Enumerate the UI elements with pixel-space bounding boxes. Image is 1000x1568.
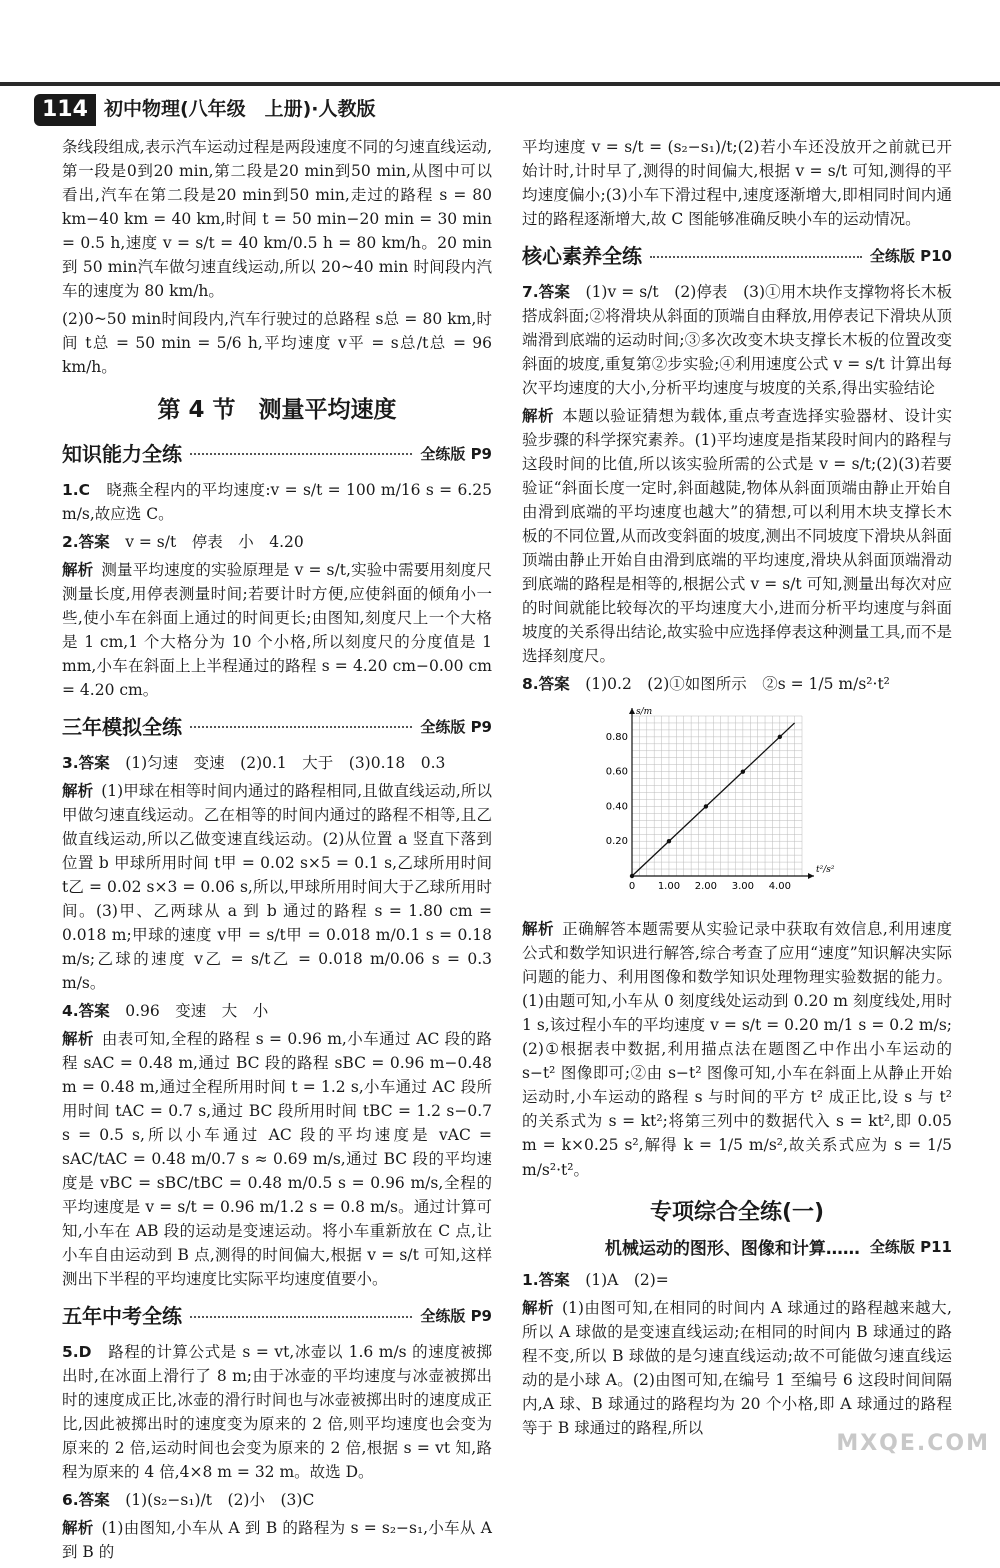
analysis-text: 本题以验证猜想为载体,重点考查选择实验器材、设计实验步骤的科学探究素养。(1)平均速度是指某段时间内的路程与这段时间的比值,所以该实验所需的公式是 v = s/t;(2)(3)若要验证“斜面长度一定时,斜面越陡,物体从斜面顶端由静止开始自由滑到底端的平均速度也越大”的猜想,可以利用木块支撑长木板的不同位置,从而改变斜面的坡度,测出不同坡度下滑块从斜面顶端由静止开始自由滑到底端的平均速度,滑块从斜面顶端滑动到底端的路程是相等的,根据公式 v = s/t 可知,测量出每次对应的时间就能比较每次的平均速度大小,进而分析平均速度与斜面坡度的关系得出结论,故实验中应选择停表这种测量工具,而不是选择刻度尺。 (522, 407, 952, 666)
x-tick-label: 2.00 (694, 881, 718, 893)
answer-text: (1)匀速 变速 (2)0.1 大于 (3)0.18 0.3 (125, 753, 446, 772)
section-ref: 全练版 P10 (869, 246, 952, 265)
question-number: 1.C (62, 480, 91, 499)
data-point (778, 735, 782, 739)
x-tick-label: 1.00 (657, 881, 681, 893)
question-6-answer (62, 1488, 492, 1512)
top-rule (0, 82, 1000, 86)
analysis-tag: 解析 (62, 1519, 94, 1538)
section-title: 知识能力全练 (62, 441, 182, 466)
x-tick-label: 4.00 (768, 881, 791, 893)
chart-svg (592, 702, 835, 902)
y-tick-label: 0.20 (605, 836, 628, 848)
question-number: 1.答案 (522, 1270, 570, 1289)
x-axis-label: t²/s² (816, 865, 835, 876)
answer-text: (1)0.2 (2)①如图所示 ②s = 1/5 m/s²·t² (585, 675, 890, 694)
right-column (522, 135, 952, 1444)
special-subtitle-text: 机械运动的图形、图像和计算…… (604, 1238, 860, 1259)
question-number: 7.答案 (522, 283, 570, 302)
data-point (667, 839, 671, 843)
section-header-exam (62, 1301, 492, 1332)
section-ref: 全练版 P9 (420, 444, 492, 463)
analysis-tag: 解析 (522, 407, 555, 426)
question-text: 路程的计算公式是 s = vt,冰壶以 1.6 m/s 的速度被掷出时,在冰面上滑行了 8 m;由于冰壶的平均速度与冰壶被掷出时的速度成正比,冰壶的滑行时间也与冰壶被掷出时的速度成正比,因此被掷出时的速度变为原来的 2 倍,则平均速度也会变为原来的 2 倍,运动时间也会变为原来的 2 倍,根据 s = vt 知,路程为原来的 4 倍,4×8 m = 32 m。故选 D。 (62, 1343, 492, 1482)
analysis-tag: 解析 (62, 560, 94, 579)
x-tick-label: 0 (628, 881, 636, 893)
section-header-core (522, 241, 952, 272)
question-number: 3.答案 (62, 753, 110, 772)
question-number: 2.答案 (62, 532, 110, 551)
data-point (630, 874, 634, 878)
y-tick-label: 0.40 (605, 801, 628, 813)
y-axis-arrow (629, 708, 635, 714)
section-title: 核心素养全练 (522, 244, 642, 269)
section-title: 五年中考全练 (62, 1304, 182, 1329)
analysis-text: (1)甲球在相等时间内通过的路程相同,且做直线运动,所以甲做匀速直线运动。乙在相等的时间内通过的路程不相等,且乙做直线运动,所以乙做变速直线运动。(2)从位置 a 竖直下落到位置 b 甲球所用时间 t甲 = 0.02 s×5 = 0.1 s,乙球所用时间 t乙 = 0.02 s×3 = 0.06 s,所以,甲球所用时间大于乙球所用时间。(3)甲、乙两球从 a 到 b 通过的路程 s = 1.80 cm = 0.018 m;甲球的速度 v甲 = s/t甲 = 0.018 m/0.1 s = 0.18 m/s;乙球的速度 v乙 = s/t乙 = 0.018 m/0.06 s = 0.3 m/s。 (62, 781, 492, 993)
question-7-answer (522, 280, 952, 400)
question-2-analysis (62, 558, 492, 702)
watermark: MXQE.COM (836, 1430, 990, 1456)
answer-text: (1)(s₂−s₁)/t (2)小 (3)C (125, 1491, 315, 1510)
analysis-text: 正确解答本题需要从实验记录中获取有效信息,利用速度公式和数学知识进行解答,综合考查了应用“速度”知识解决实际问题的能力、利用图像和数学知识处理物理实验数据的能力。(1)由题可知,小车从 0 刻度线处运动到 0.20 m 刻度线处,用时 1 s,该过程小车的平均速度 v = s/t = 0.20 m/1 s = 0.2 m/s;(2)①根据表中数据,利用描点法在题图乙中作出小车运动的 s−t² 图像即可;②由 s−t² 图像可知,小车在斜面上从静止开始运动时,小车运动的路程 s 与时间的平方 t² 成正比,设 s 与 t² 的关系式为 s = kt²;将第三列中的数据代入 s = kt²,即 0.05 m = k×0.25 s²,解得 k = 1/5 m/s²,故关系式应为 s = 1/5 m/s²·t²。 (522, 920, 952, 1179)
answer-text: 0.96 变速 大 小 (125, 1002, 269, 1021)
special-question-1-answer (522, 1268, 952, 1292)
question-4-answer (62, 999, 492, 1023)
analysis-text: (1)由图可知,在相同的时间内 A 球通过的路程越来越大,所以 A 球做的是变速直线运动;在相同的时间内 B 球通过的路程不变,所以 B 球做的是匀速直线运动;故不可能做匀速直线运动的是小球 A。(2)由图可知,在编号 1 至编号 6 这段时间间隔内,A 球、B 球通过的路程均为 20 个小格,即 A 球通过的路程等于 B 球通过的路程,所以 (522, 1298, 952, 1438)
analysis-text: 测量平均速度的实验原理是 v = s/t,实验中需要用刻度尺测量长度,用停表测量时间;若要计时方便,应使斜面的倾角小一些,使小车在斜面上通过的时间更长;由图知,刻度尺上一个大格是 1 cm,1 个大格分为 10 个小格,所以刻度尺的分度值是 1 mm,小车在斜面上上半程通过的路程 s = 4.20 cm−0.00 cm = 4.20 cm。 (62, 560, 492, 699)
analysis-text: 由表可知,全程的路程 s = 0.96 m,小车通过 AC 段的路程 sAC = 0.48 m,通过 BC 段的路程 sBC = 0.96 m−0.48 m = 0.48 m,通过全程所用时间 t = 1.2 s,小车通过 AC 段所用时间 tAC = 0.7 s,通过 BC 段所用时间 tBC = 1.2 s−0.7 s = 0.5 s,所以小车通过 AC 段的平均速度是 vAC = sAC/tAC = 0.48 m/0.7 s ≈ 0.69 m/s,通过 BC 段的平均速度是 vBC = sBC/tBC = 0.48 m/0.5 s = 0.96 m/s,全程的平均速度是 v = s/t = 0.96 m/1.2 s = 0.8 m/s。通过计算可知,小车在 AB 段的运动是变速运动。将小车重新放在 C 点,让小车自由运动到 B 点,测得的时间偏大,根据 v = s/t 可知,这样测出下半程的平均速度比实际平均速度值要小。 (62, 1030, 492, 1289)
question-1 (62, 478, 492, 526)
analysis-tag: 解析 (522, 1298, 554, 1317)
dotted-leader (650, 256, 862, 258)
question-3-answer (62, 751, 492, 775)
section-ref: 全练版 P9 (420, 717, 492, 736)
question-number: 4.答案 (62, 1002, 110, 1021)
question-3-analysis (62, 779, 492, 995)
analysis-text: (1)由图知,小车从 A 到 B 的路程为 s = s₂−s₁,小车从 A 到 B 的 (62, 1519, 492, 1562)
intro-paragraph-2: (2)0~50 min时间段内,汽车行驶过的总路程 s总 = 80 km,时间 t总 = 50 min = 5/6 h,平均速度 v平 = s总/t总 = 96 km/h。 (62, 310, 492, 377)
y-tick-label: 0.60 (605, 766, 628, 778)
page-number: 114 (34, 94, 96, 126)
question-5 (62, 1340, 492, 1484)
answer-text: v = s/t 停表 小 4.20 (125, 532, 304, 551)
question-8-analysis (522, 917, 952, 1181)
question-6-analysis (62, 1516, 492, 1564)
special-section-title: 专项综合全练(一) (649, 1199, 825, 1225)
section-title: 三年模拟全练 (62, 714, 182, 739)
answer-text: (1)A (2)= (585, 1270, 669, 1289)
question-number: 5.D (62, 1343, 92, 1362)
section-header-knowledge (62, 439, 492, 470)
dotted-leader (190, 1316, 412, 1318)
intro-paragraph-1: 条线段组成,表示汽车运动过程是两段速度不同的匀速直线运动,第一段是0到20 min,第二段是20 min到50 min,从图中可以看出,汽车在第二段是20 min到50 min,走过的路程 s = 80 km−40 km = 40 km,时间 t = 50 min−20 min = 30 min = 0.5 h,速度 v = s/t = 40 km/0.5 h = 80 km/h。20 min 到 50 min汽车做匀速直线运动,所以 20~40 min 时间段内汽车的速度为 80 km/h。 (62, 138, 492, 301)
question-number: 8.答案 (522, 675, 570, 694)
special-question-1-analysis (522, 1296, 952, 1440)
question-8-answer (522, 672, 952, 696)
special-section-subtitle (522, 1236, 952, 1262)
dotted-leader (190, 726, 412, 728)
section-header-mock (62, 712, 492, 743)
data-point (704, 805, 708, 809)
data-point (741, 770, 745, 774)
s-t2-chart (592, 702, 952, 909)
analysis-tag: 解析 (62, 1030, 94, 1049)
dotted-leader (190, 453, 412, 455)
page-title: 初中物理(八年级 上册)·人教版 (103, 98, 376, 121)
question-4-analysis (62, 1027, 492, 1291)
question-7-analysis (522, 404, 952, 668)
chapter-title: 第 4 节 测量平均速度 (157, 397, 397, 424)
answer-text: (1)v = s/t (2)停表 (3)①用木块作支撑物将长木板搭成斜面;②将滑块从斜面的顶端自由释放,用停表记下滑块从顶端滑到底端的运动时间;③多次改变木块支撑长木板的位置改变斜面的坡度,重复第②步实验;④利用速度公式 v = s/t 计算出每次平均速度的大小,分析平均速度与坡度的关系,得出实验结论 (522, 283, 952, 398)
question-text: 晓燕全程内的平均速度:v = s/t = 100 m/16 s = 6.25 m/s,故应选 C。 (62, 480, 492, 523)
y-axis-label: s/m (636, 707, 653, 718)
section-ref: 全练版 P9 (420, 1307, 492, 1326)
page-header (34, 92, 376, 128)
section-ref: 全练版 P11 (869, 1237, 952, 1256)
analysis-tag: 解析 (62, 781, 94, 800)
x-tick-label: 3.00 (731, 881, 755, 893)
question-2-answer (62, 530, 492, 554)
question-6-continued: 平均速度 v = s/t = (s₂−s₁)/t;(2)若小车还没放开之前就已开始计时,计时早了,测得的时间偏大,根据 v = s/t 可知,测得的平均速度偏小;(3)小车下滑过程中,速度逐渐增大,即相同时间内通过的路程逐渐增大,故 C 图能够准确反映小车的运动情况。 (522, 138, 952, 229)
y-tick-label: 0.80 (605, 732, 628, 744)
left-column (62, 135, 492, 1568)
question-number: 6.答案 (62, 1491, 110, 1510)
x-axis-arrow (808, 873, 814, 879)
analysis-tag: 解析 (522, 920, 555, 939)
